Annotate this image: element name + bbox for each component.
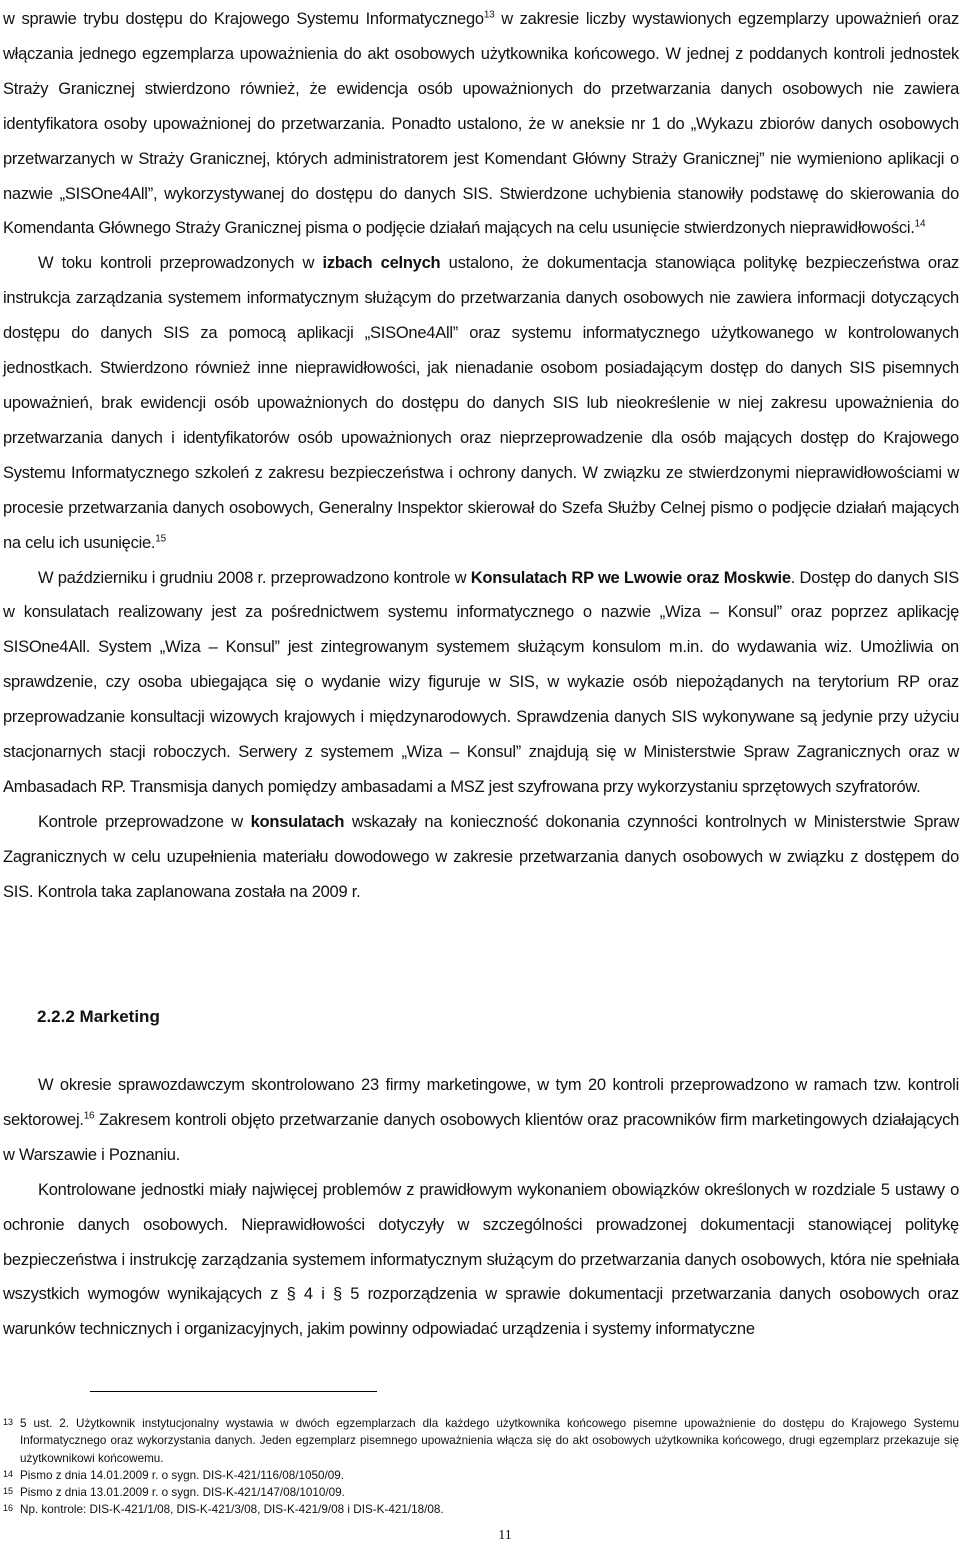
footnote-ref-15: 15 (155, 533, 166, 545)
footnotes (3, 1415, 959, 1519)
body-text (3, 2, 959, 910)
footnote-ref-16: 16 (83, 1110, 95, 1122)
paragraph-consulates: W październiku i grudniu 2008 r. przeprowadzono kontrole w Konsulatach RP we Lwowie oraz Moskwie. Dostęp do danych SIS w konsulatach realizowany jest za pośrednictwem systemu informatycznego o nazwie „Wiza – Konsul” oraz poprzez aplikację SISOne4All. System „Wiza – Konsul” jest zintegrowanym systemem służącym konsulom m.in. do wydawania wiz. Umożliwia on sprawdzenie, czy osoba ubiegająca się o wydanie wizy figuruje w SIS, w wykazie osób niepożądanych na terytorium RP oraz przeprowadzanie konsultacji wizowych krajowych i międzynarodowych. Sprawdzenia danych SIS wykonywane są jedynie przy użyciu stacjonarnych stacji roboczych. Serwery z systemem „Wiza – Konsul” znajdują się w Ministerstwie Spraw Zagranicznych oraz w Ambasadach RP. Transmisja danych pomiędzy ambasadami a MSZ jest szyfrowana przy wykorzystaniu sprzętowych szyfratorów. (3, 568, 959, 796)
paragraph-marketing-intro: W okresie sprawozdawczym skontrolowano 23 firmy marketingowe, w tym 20 kontroli przeprowadzono w ramach tzw. kontroli sektorowej.$^{16}$ Zakresem kontroli objęto przetwarzanie danych osobowych klientów oraz pracowników firm marketingowych działających w Warszawie i Poznaniu. (3, 1076, 959, 1164)
footnote-separator (90, 1391, 377, 1392)
footnote-15: 15 Pismo z dnia 13.01.2009 r. o sygn. DIS-K-421/147/08/1010/09. (3, 1486, 345, 1500)
footnote-ref-13: 13 (483, 9, 495, 21)
page-number: 11 (498, 1528, 512, 1543)
footnote-16: 16 Np. kontrole: DIS-K-421/1/08, DIS-K-421/3/08, DIS-K-421/9/08 i DIS-K-421/18/08. (3, 1503, 444, 1517)
paragraph-kis-access: w sprawie trybu dostępu do Krajowego Systemu Informatycznego$^{13}$ w zakresie liczby wystawionych egzemplarzy upoważnień oraz włączania jednego egzemplarza upoważnienia do akt osobowych użytkownika końcowego. W jednej z poddanych kontroli jednostek Straży Granicznej stwierdzono również, że ewidencja osób upoważnionych do przetwarzania danych osobowych nie zawiera identyfikatora osoby upoważnionej do przetwarzania. Ponadto ustalono, że w aneksie nr 1 do „Wykazu zbiorów danych osobowych przetwarzanych w Straży Granicznej, których administratorem jest Komendant Główny Straży Granicznej” nie wymieniono aplikacji o nazwie „SISOne4All”, wykorzystywanej do dostępu do danych SIS. Stwierdzone uchybienia stanowiły podstawę do skierowania do Komendanta Głównego Straży Granicznej pisma o podjęcie działań mających na celu usunięcie stwierdzonych nieprawidłowości.$^{14}$ (3, 9, 959, 238)
paragraph-customs: W toku kontroli przeprowadzonych w izbach celnych ustalono, że dokumentacja stanowiąca politykę bezpieczeństwa oraz instrukcja zarządzania systemem informatycznym służącym do przetwarzania danych osobowych nie zawiera informacji dotyczących dostępu do danych SIS za pomocą aplikacji „SISOne4All” oraz systemu informatycznego użytkowanego w kontrolowanych jednostkach. Stwierdzono również inne nieprawidłowości, jak nienadanie osobom posiadającym dostęp do danych SIS pisemnych upoważnień, brak ewidencji osób upoważnionych do dostępu do danych SIS lub nieokreślenie w niej zakresu upoważnienia do przetwarzania danych i identyfikatorów osób upoważnionych oraz nieprzeprowadzenie dla osób mających dostęp do Krajowego Systemu Informatycznego szkoleń z zakresu bezpieczeństwa i ochrony danych. W związku ze stwierdzonymi nieprawidłowościami w procesie przetwarzania danych osobowych, Generalny Inspektor skierował do Szefa Służby Celnej pismo o podjęcie działań mających na celu ich usunięcie.$^{15}$ (3, 254, 959, 552)
paragraph-consulate-findings: Kontrole przeprowadzone w konsulatach wskazały na konieczność dokonania czynności kontrolnych w Ministerstwie Spraw Zagranicznych w celu uzupełnienia materiału dowodowego w zakresie przetwarzania danych osobowych w związku z dostępem do SIS. Kontrola taka zaplanowana została na 2009 r. (3, 812, 959, 901)
footnote-ref-14: 14 (914, 218, 926, 230)
footnote-13: 13 5 ust. 2. Użytkownik instytucjonalny wystawia w dwóch egzemplarzach dla każdego użytkownika końcowego pisemne upoważnienie do dostępu do Krajowego Systemu Informatycznego oraz wykorzystania danych. Jeden egzemplarz pisemnego upoważnienia włącza się do akt osobowych użytkownika końcowego, drugi egzemplarz przekazuje się użytkownikowi końcowemu. (3, 1417, 959, 1465)
section-marketing-text (3, 1068, 959, 1347)
footnote-14: 14 Pismo z dnia 14.01.2009 r. o sygn. DIS-K-421/116/08/1050/09. (3, 1468, 344, 1482)
section-heading: 2.2.2 Marketing (37, 1007, 160, 1026)
paragraph-marketing-problems: Kontrolowane jednostki miały najwięcej problemów z prawidłowym wykonaniem obowiązków określonych w rozdziale 5 ustawy o ochronie danych osobowych. Nieprawidłowości dotyczyły w szczególności prowadzonej dokumentacji stanowiącej politykę bezpieczeństwa i instrukcję zarządzania systemem informatycznym służącym do przetwarzania danych osobowych, która nie spełniała wszystkich wymogów wynikających z § 4 i § 5 rozporządzenia w sprawie dokumentacji przetwarzania danych osobowych oraz warunków technicznych i organizacyjnych, jakim powinny odpowiadać urządzenia i systemy informatyczne (3, 1180, 959, 1339)
